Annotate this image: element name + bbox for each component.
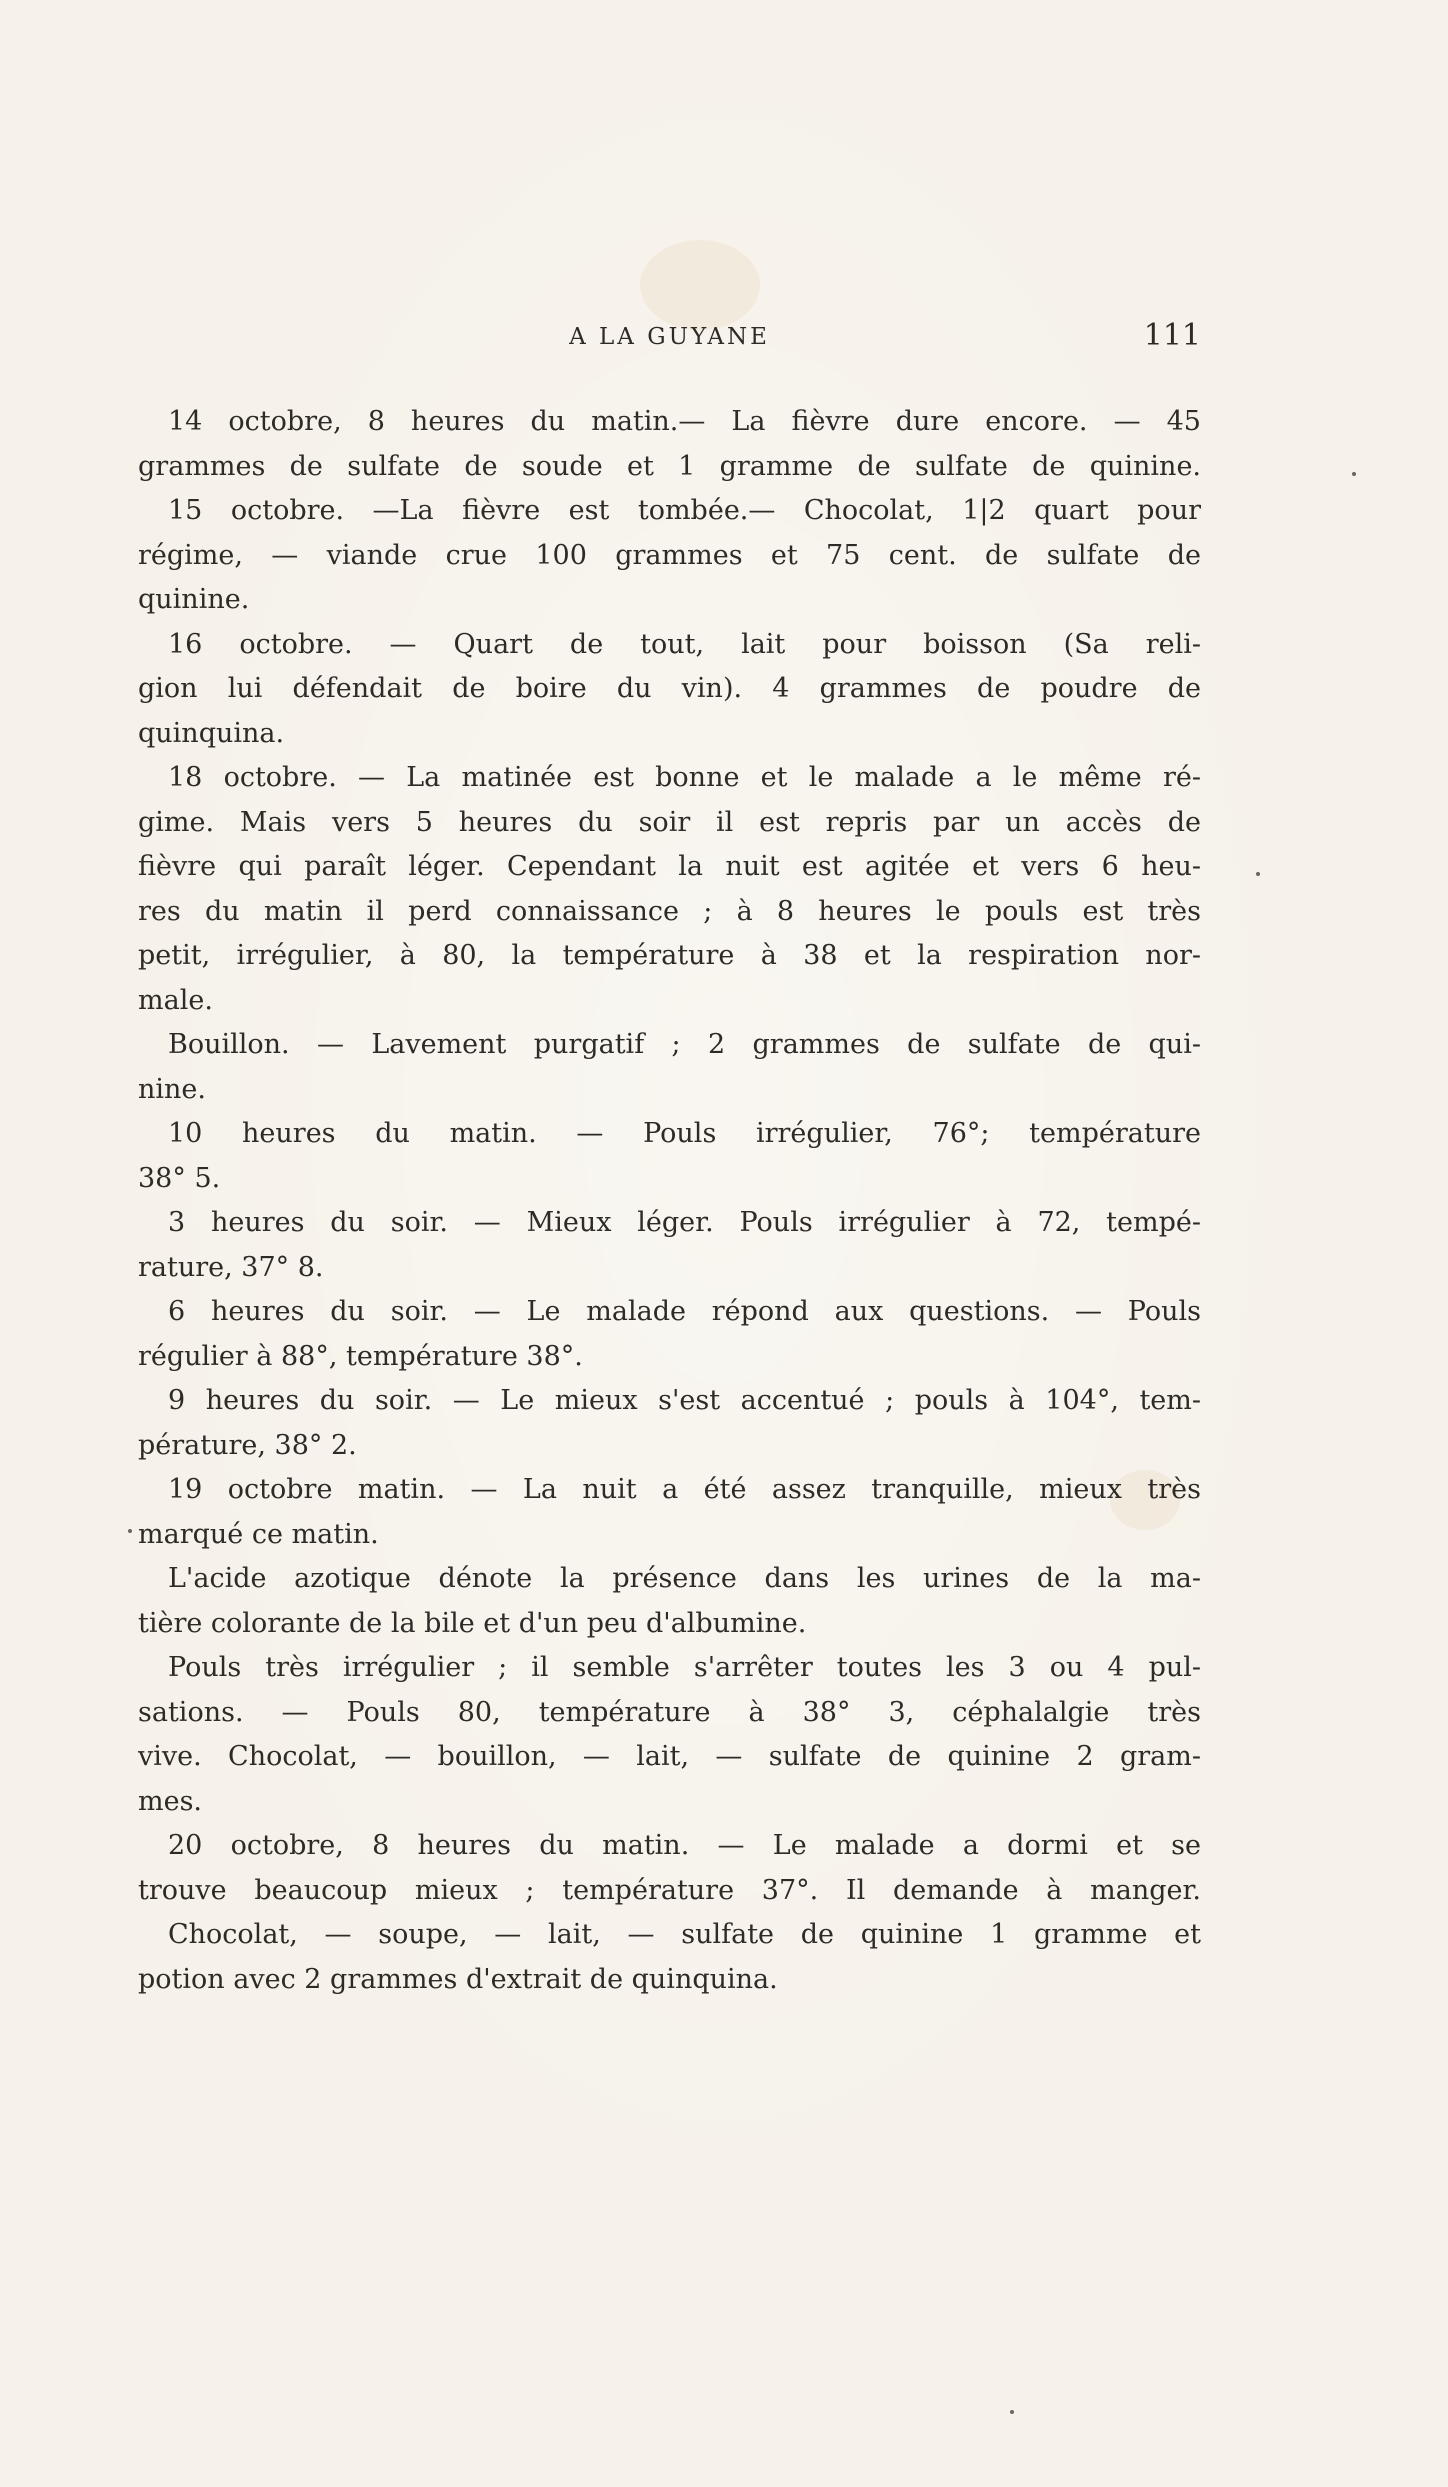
text-line: régulier à 88°, température 38°. [138, 1340, 583, 1372]
text-line: 18 octobre. — La matinée est bonne et le malade a le même ré- [168, 762, 1201, 793]
text-line: potion avec 2 grammes d'extrait de quinquina. [138, 1963, 778, 1995]
body-text [138, 400, 1201, 2002]
margin-dot [1256, 872, 1260, 876]
text-line: 16 octobre. — Quart de tout, lait pour boisson (Sa reli- [168, 628, 1201, 660]
text-line: 19 octobre matin. — La nuit a été assez tranquille, mieux très [168, 1474, 1201, 1505]
page-header [138, 318, 1201, 362]
text-line: marqué ce matin. [138, 1518, 379, 1550]
text-line: trouve beaucoup mieux ; température 37°. Il demande à manger. [138, 1874, 1201, 1906]
text-line: 15 octobre. —La fièvre est tombée.— Chocolat, 1|2 quart pour [168, 495, 1201, 526]
text-line: fièvre qui paraît léger. Cependant la nuit est agitée et vers 6 heu- [138, 851, 1201, 882]
text-line: quinquina. [138, 717, 285, 749]
text-line: 38° 5. [138, 1162, 221, 1194]
text-line: gion lui défendait de boire du vin). 4 grammes de poudre de [138, 673, 1201, 704]
text-line: 10 heures du matin. — Pouls irrégulier, 76°; température [168, 1118, 1201, 1149]
text-line: Chocolat, — soupe, — lait, — sulfate de quinine 1 gramme et [168, 1919, 1201, 1950]
text-line: nine. [138, 1073, 206, 1105]
page-number: 111 [1143, 318, 1201, 353]
text-line: vive. Chocolat, — bouillon, — lait, — sulfate de quinine 2 gram- [138, 1741, 1201, 1772]
text-line: Bouillon. — Lavement purgatif ; 2 grammes de sulfate de qui- [168, 1029, 1201, 1060]
running-title: A LA GUYANE [569, 324, 770, 350]
text-line: 6 heures du soir. — Le malade répond aux questions. — Pouls [168, 1296, 1201, 1327]
text-line: grammes de sulfate de soude et 1 gramme de sulfate de quinine. [138, 450, 1201, 482]
text-line: régime, — viande crue 100 grammes et 75 cent. de sulfate de [138, 539, 1201, 571]
text-line: gime. Mais vers 5 heures du soir il est repris par un accès de [138, 806, 1201, 838]
text-line: mes. [138, 1785, 203, 1817]
text-line: tière colorante de la bile et d'un peu d'albumine. [138, 1607, 807, 1639]
text-line: quinine. [138, 584, 250, 615]
text-line: 20 octobre, 8 heures du matin. — Le malade a dormi et se [168, 1830, 1201, 1861]
text-line: 9 heures du soir. — Le mieux s'est accentué ; pouls à 104°, tem- [168, 1385, 1201, 1416]
margin-dot [128, 1529, 132, 1533]
text-line: Pouls très irrégulier ; il semble s'arrêter toutes les 3 ou 4 pul- [168, 1652, 1201, 1683]
text-line: male. [138, 984, 213, 1016]
text-line: petit, irrégulier, à 80, la température à 38 et la respiration nor- [138, 940, 1201, 971]
text-line: pérature, 38° 2. [138, 1429, 357, 1461]
text-line: rature, 37° 8. [138, 1251, 324, 1283]
text-line: 3 heures du soir. — Mieux léger. Pouls irrégulier à 72, tempé- [168, 1207, 1201, 1238]
text-line: 14 octobre, 8 heures du matin.— La fièvre dure encore. — 45 [168, 406, 1201, 437]
text-line: sations. — Pouls 80, température à 38° 3, céphalalgie très [138, 1696, 1201, 1728]
margin-dot [1010, 2410, 1014, 2414]
text-line: L'acide azotique dénote la présence dans les urines de la ma- [168, 1563, 1201, 1594]
paper-stain [640, 240, 760, 330]
text-line: res du matin il perd connaissance ; à 8 heures le pouls est très [138, 895, 1201, 927]
margin-dot [1352, 472, 1356, 476]
